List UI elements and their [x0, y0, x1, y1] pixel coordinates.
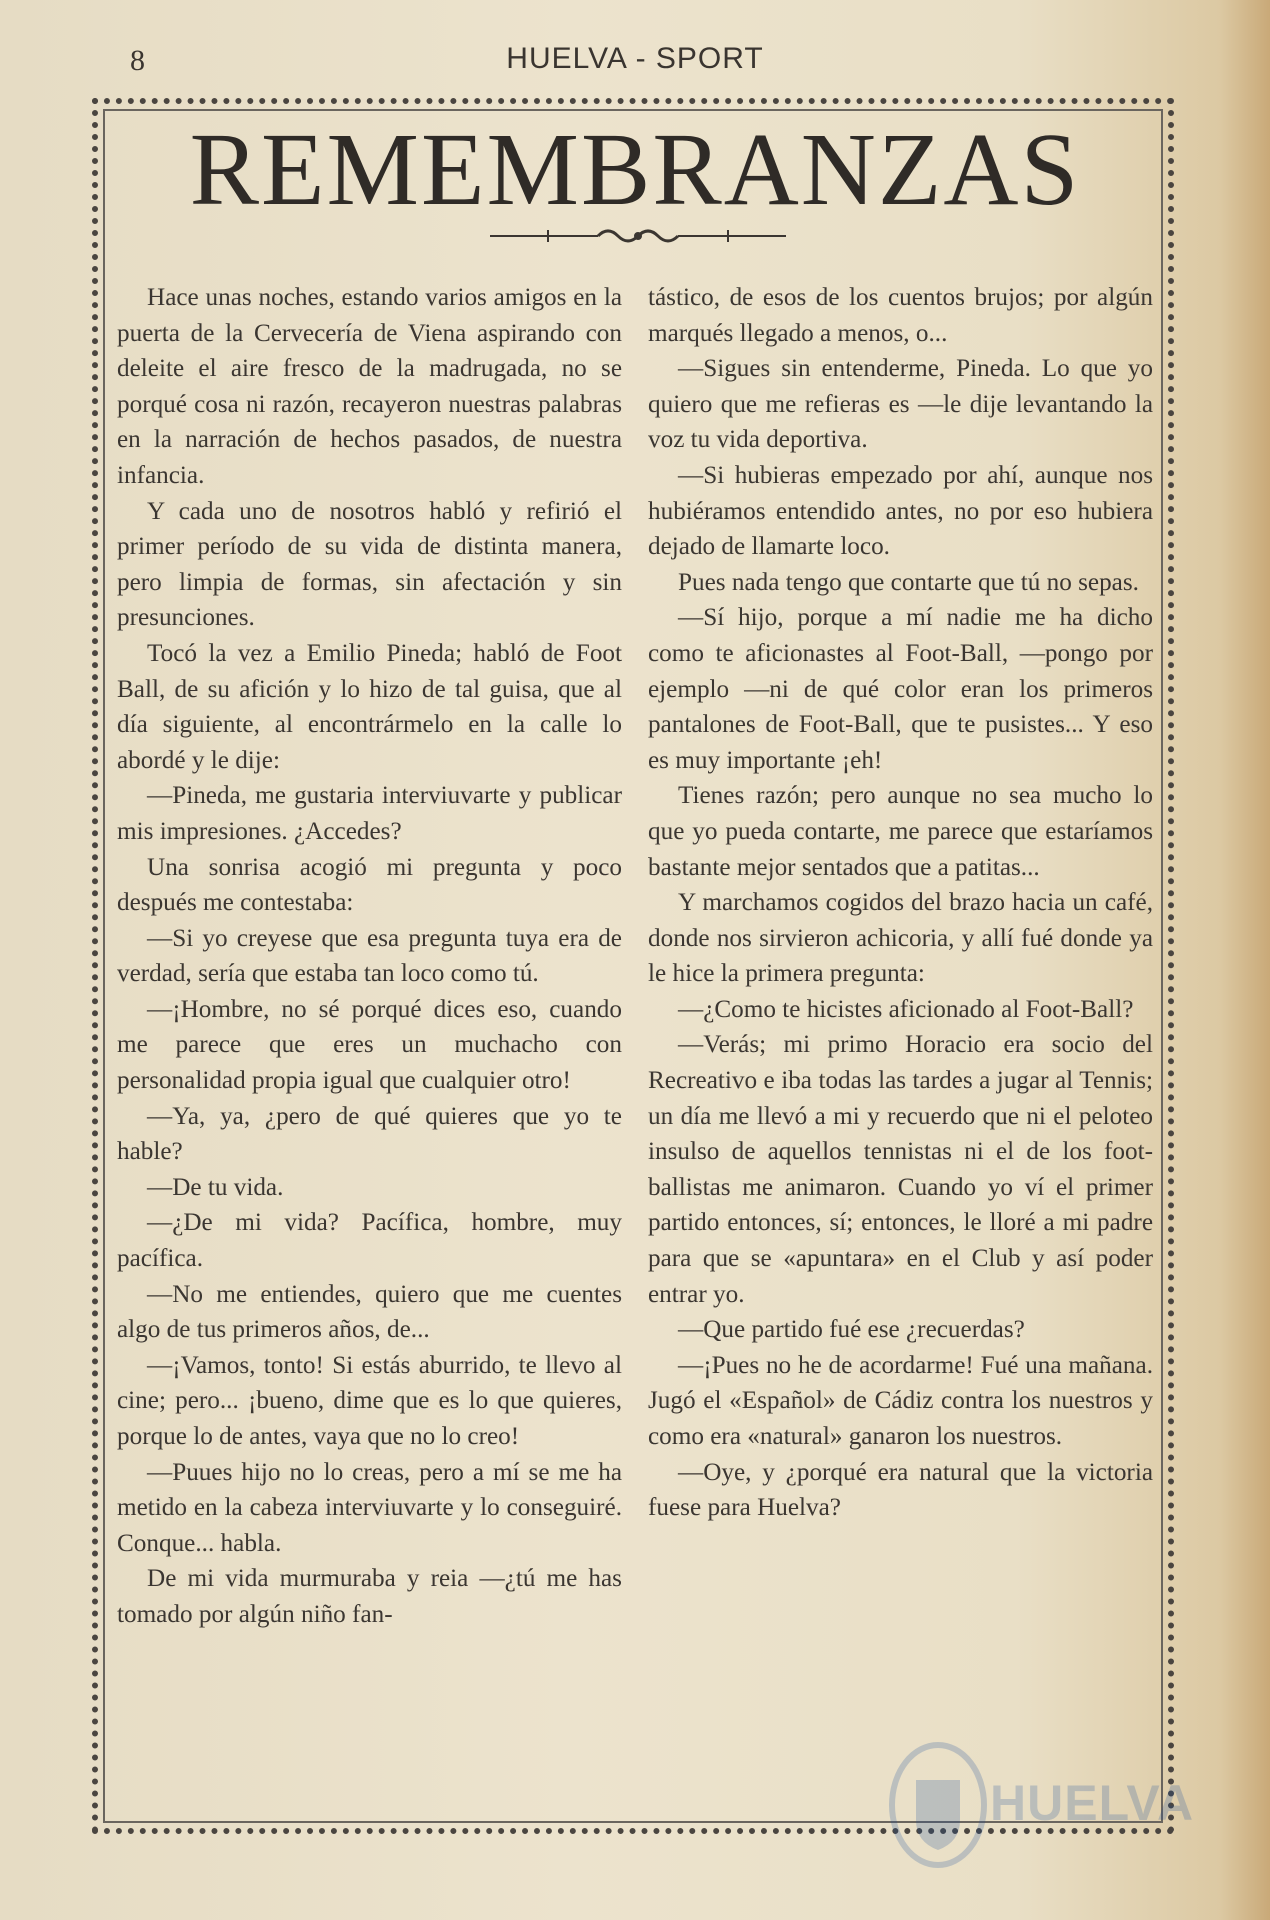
paragraph: Y cada uno de nosotros habló y refirió el primer período de su vida de distinta manera, pero limpia de formas, sin afectación y sin presunciones. — [117, 497, 622, 632]
watermark-text: HUELVA — [990, 1775, 1195, 1831]
page-number: 8 — [130, 44, 145, 77]
running-head: HUELVA - SPORT — [506, 42, 764, 75]
paragraph: —¡Hombre, no sé porqué dices eso, cuando me parece que eres un muchacho con personalidad propia igual que cualquier otro! — [117, 995, 622, 1095]
paragraph: —Oye, y ¿porqué era natural que la victoria fuese para Huelva? — [648, 1458, 1153, 1522]
paragraph: —¿De mi vida? Pacífica, hombre, muy pacífica. — [117, 1209, 622, 1273]
paragraph: Una sonrisa acogió mi pregunta y poco después me contestaba: — [117, 853, 622, 917]
crest-icon — [888, 1740, 988, 1870]
paragraph: —Si hubieras empezado por ahí, aunque nos hubiéramos entendido antes, no por eso hubiera dejado de llamarte loco. — [648, 461, 1153, 561]
paragraph: —Sigues sin entenderme, Pineda. Lo que yo quiero que me refieras es —le dije levantando la voz tu vida deportiva. — [648, 355, 1153, 454]
paragraph: —No me entiendes, quiero que me cuentes algo de tus primeros años, de... — [117, 1280, 622, 1344]
paragraph: —Si yo creyese que esa pregunta tuya era de verdad, sería que estaba tan loco como tú. — [117, 924, 622, 988]
paragraph: Pues nada tengo que contarte que tú no sepas. — [678, 568, 1139, 596]
paragraph: —Pineda, me gustaria interviuvarte y publicar mis impresiones. ¿Accedes? — [117, 782, 622, 845]
paragraph: —¡Vamos, tonto! Si estás aburrido, te llevo al cine; pero... ¡bueno, dime que es lo que quieres, porque lo de antes, vaya que no lo creo! — [117, 1351, 622, 1450]
paragraph: —Ya, ya, ¿pero de qué quieres que yo te hable? — [117, 1102, 622, 1166]
watermark — [858, 1732, 1195, 1882]
paragraph: —¡Pues no he de acordarme! Fué una mañana. Jugó el «Español» de Cádiz contra los nuestros y como era «natural» ganaron los nuestros. — [648, 1351, 1153, 1450]
paragraph: Tienes razón; pero aunque no sea mucho lo que yo pueda contarte, me parece que estaríamos bastante mejor sentados que a patitas... — [648, 782, 1153, 881]
paragraph: Tocó la vez a Emilio Pineda; habló de Foot Ball, de su afición y lo hizo de tal guisa, que al día siguiente, al encontrármelo en la calle lo abordé y le dije: — [117, 639, 622, 774]
paragraph: Hace unas noches, estando varios amigos en la puerta de la Cervecería de Viena aspirando con deleite el aire fresco de la madrugada, no se porqué cosa ni razón, recayeron nuestras palabras en la narración de hechos pasados, de nuestra infancia. — [117, 284, 622, 489]
ornament-divider — [488, 224, 788, 248]
paragraph: —De tu vida. — [147, 1173, 284, 1201]
paragraph: Y marchamos cogidos del brazo hacia un café, donde nos sirvieron achicoria, y allí fué donde ya le hice la primera pregunta: — [648, 889, 1153, 988]
paragraph-continuation: tástico, de esos de los cuentos brujos; por algún marqués llegado a menos, o... — [648, 284, 1153, 347]
paragraph: —Verás; mi primo Horacio era socio del Recreativo e iba todas las tardes a jugar al Tennis; un día me llevó a mi y recuerdo que ni el peloteo insulso de aquellos tennistas ni el de los foot-ballistas me animaron. Cuando yo ví el primer partido entonces, sí; entonces, le lloré a mi padre para que se «apuntara» en el Club y así poder entrar yo. — [648, 1031, 1153, 1308]
right-column — [648, 280, 1153, 1526]
paragraph: —¿Como te hicistes aficionado al Foot-Ball? — [678, 995, 1134, 1023]
article-title: REMEMBRANZAS — [189, 112, 1081, 227]
paragraph: De mi vida murmuraba y reia —¿tú me has tomado por algún niño fan- — [117, 1565, 622, 1628]
paragraph: —Puues hijo no lo creas, pero a mí se me ha metido en la cabeza interviuvarte y lo conseguiré. Conque... habla. — [117, 1458, 622, 1557]
left-column — [117, 280, 622, 1633]
paragraph: —Que partido fué ese ¿recuerdas? — [678, 1316, 1025, 1344]
paragraph: —Sí hijo, porque a mí nadie me ha dicho como te aficionastes al Foot-Ball, —pongo por ejemplo —ni de qué color eran los primeros pantalones de Foot-Ball, que te pusistes... Y eso es muy importante ¡eh! — [648, 604, 1153, 774]
